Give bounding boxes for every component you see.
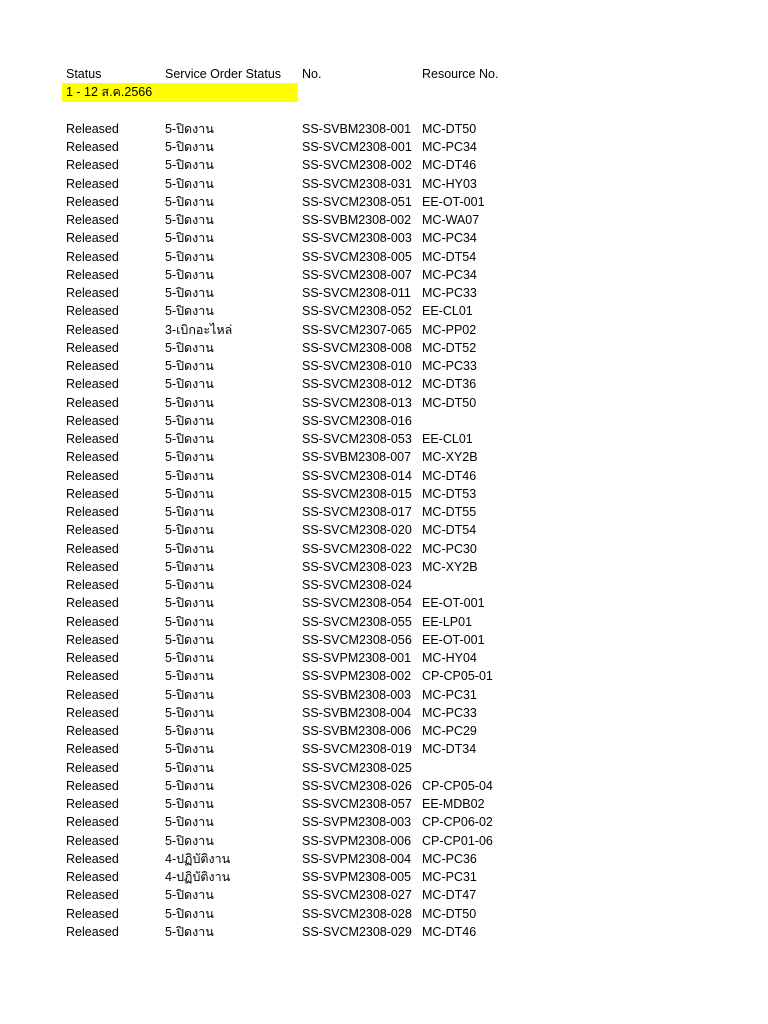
service-order-status-cell[interactable]: 5-ปิดงาน bbox=[165, 176, 214, 191]
resource-no-cell[interactable]: EE-CL01 bbox=[422, 304, 473, 319]
order-no-cell[interactable]: SS-SVBM2308-002 bbox=[302, 213, 412, 227]
resource-no-cell[interactable]: MC-PC31 bbox=[422, 687, 477, 702]
status-cell[interactable]: Released bbox=[66, 596, 119, 611]
status-cell[interactable]: Released bbox=[66, 541, 119, 556]
status-cell[interactable]: Released bbox=[66, 742, 119, 757]
resource-no-cell[interactable]: MC-DT52 bbox=[422, 340, 477, 355]
service-order-status-cell[interactable]: 5-ปิดงาน bbox=[165, 231, 214, 246]
status-cell[interactable]: Released bbox=[66, 797, 119, 811]
service-order-status-cell[interactable]: 5-ปิดงาน bbox=[165, 559, 214, 574]
resource-no-cell[interactable]: MC-DT55 bbox=[422, 505, 477, 519]
status-cell[interactable]: Released bbox=[66, 194, 119, 209]
order-no-cell[interactable]: SS-SVCM2308-024 bbox=[302, 578, 412, 592]
service-order-status-cell[interactable]: 5-ปิดงาน bbox=[165, 213, 214, 227]
header-no[interactable]: No. bbox=[302, 67, 322, 81]
service-order-status-cell[interactable]: 5-ปิดงาน bbox=[165, 140, 214, 154]
status-cell[interactable]: Released bbox=[66, 213, 119, 227]
resource-no-cell[interactable]: MC-PC36 bbox=[422, 851, 477, 866]
header-service-order-status[interactable]: Service Order Status bbox=[165, 67, 282, 81]
resource-no-cell[interactable]: MC-DT50 bbox=[422, 395, 477, 410]
resource-no-cell[interactable]: EE-OT-001 bbox=[422, 632, 485, 647]
resource-no-cell[interactable]: MC-DT50 bbox=[422, 906, 477, 921]
status-cell[interactable]: Released bbox=[66, 760, 119, 775]
status-cell[interactable]: Released bbox=[66, 450, 119, 465]
status-cell[interactable]: Released bbox=[66, 158, 119, 173]
service-order-status-cell[interactable]: 5-ปิดงาน bbox=[165, 651, 214, 665]
order-no-cell[interactable]: SS-SVCM2308-051 bbox=[302, 194, 412, 209]
service-order-status-cell[interactable]: 5-ปิดงาน bbox=[165, 669, 214, 684]
status-cell[interactable]: Released bbox=[66, 286, 119, 300]
status-cell[interactable]: Released bbox=[66, 176, 119, 191]
resource-no-cell[interactable]: MC-PC34 bbox=[422, 267, 477, 282]
resource-no-cell[interactable]: MC-DT50 bbox=[422, 121, 477, 136]
resource-no-cell[interactable]: MC-PC31 bbox=[422, 870, 477, 884]
status-cell[interactable]: Released bbox=[66, 906, 119, 921]
order-no-cell[interactable]: SS-SVPM2308-001 bbox=[302, 651, 412, 665]
status-cell[interactable]: Released bbox=[66, 833, 119, 848]
resource-no-cell[interactable]: MC-DT46 bbox=[422, 158, 477, 173]
order-no-cell[interactable]: SS-SVCM2308-056 bbox=[302, 632, 412, 647]
order-no-cell[interactable]: SS-SVPM2308-002 bbox=[302, 669, 412, 684]
status-cell[interactable]: Released bbox=[66, 340, 119, 355]
resource-no-cell[interactable]: MC-PC30 bbox=[422, 541, 477, 556]
status-cell[interactable]: Released bbox=[66, 505, 119, 519]
service-order-status-cell[interactable]: 5-ปิดงาน bbox=[165, 523, 214, 538]
service-order-status-cell[interactable]: 5-ปิดงาน bbox=[165, 486, 214, 501]
status-cell[interactable]: Released bbox=[66, 249, 119, 264]
resource-no-cell[interactable]: MC-DT47 bbox=[422, 888, 477, 903]
order-no-cell[interactable]: SS-SVCM2308-011 bbox=[302, 286, 411, 300]
resource-no-cell[interactable]: MC-DT54 bbox=[422, 249, 477, 264]
service-order-status-cell[interactable]: 5-ปิดงาน bbox=[165, 413, 214, 428]
service-order-status-cell[interactable]: 5-ปิดงาน bbox=[165, 724, 214, 738]
order-no-cell[interactable]: SS-SVCM2308-008 bbox=[302, 340, 412, 355]
order-no-cell[interactable]: SS-SVBM2308-004 bbox=[302, 705, 412, 720]
status-cell[interactable]: Released bbox=[66, 815, 119, 830]
status-cell[interactable]: Released bbox=[66, 651, 119, 665]
order-no-cell[interactable]: SS-SVCM2308-020 bbox=[302, 523, 412, 538]
order-no-cell[interactable]: SS-SVPM2308-005 bbox=[302, 870, 412, 884]
resource-no-cell[interactable]: MC-PP02 bbox=[422, 322, 477, 337]
order-no-cell[interactable]: SS-SVCM2308-003 bbox=[302, 231, 412, 246]
order-no-cell[interactable]: SS-SVCM2308-007 bbox=[302, 267, 412, 282]
service-order-status-cell[interactable]: 4-ปฏิบัติงาน bbox=[165, 870, 231, 884]
resource-no-cell[interactable]: MC-HY04 bbox=[422, 651, 477, 665]
resource-no-cell[interactable]: MC-XY2B bbox=[422, 450, 478, 465]
status-cell[interactable]: Released bbox=[66, 924, 119, 939]
status-cell[interactable]: Released bbox=[66, 705, 119, 720]
status-cell[interactable]: Released bbox=[66, 724, 119, 738]
resource-no-cell[interactable]: MC-HY03 bbox=[422, 176, 477, 191]
resource-no-cell[interactable]: MC-PC33 bbox=[422, 359, 477, 373]
order-no-cell[interactable]: SS-SVCM2308-028 bbox=[302, 906, 412, 921]
service-order-status-cell[interactable]: 3-เบิกอะไหล่ bbox=[165, 322, 233, 337]
order-no-cell[interactable]: SS-SVCM2308-017 bbox=[302, 505, 412, 519]
resource-no-cell[interactable]: EE-LP01 bbox=[422, 614, 473, 629]
resource-no-cell[interactable]: MC-PC34 bbox=[422, 140, 477, 154]
service-order-status-cell[interactable]: 5-ปิดงาน bbox=[165, 359, 214, 373]
status-cell[interactable]: Released bbox=[66, 121, 119, 136]
resource-no-cell[interactable]: MC-DT36 bbox=[422, 377, 477, 392]
resource-no-cell[interactable]: MC-PC33 bbox=[422, 705, 477, 720]
order-no-cell[interactable]: SS-SVCM2308-054 bbox=[302, 596, 412, 611]
resource-no-cell[interactable]: MC-PC33 bbox=[422, 286, 477, 300]
service-order-status-cell[interactable]: 5-ปิดงาน bbox=[165, 304, 214, 319]
status-cell[interactable]: Released bbox=[66, 578, 119, 592]
order-no-cell[interactable]: SS-SVCM2308-013 bbox=[302, 395, 412, 410]
status-cell[interactable]: Released bbox=[66, 322, 119, 337]
service-order-status-cell[interactable]: 5-ปิดงาน bbox=[165, 760, 214, 775]
order-no-cell[interactable]: SS-SVCM2308-001 bbox=[302, 140, 412, 154]
service-order-status-cell[interactable]: 5-ปิดงาน bbox=[165, 578, 214, 592]
resource-no-cell[interactable]: CP-CP06-02 bbox=[422, 815, 493, 830]
service-order-status-cell[interactable]: 5-ปิดงาน bbox=[165, 596, 214, 611]
header-status[interactable]: Status bbox=[66, 67, 102, 81]
service-order-status-cell[interactable]: 5-ปิดงาน bbox=[165, 432, 214, 446]
order-no-cell[interactable]: SS-SVCM2308-016 bbox=[302, 413, 412, 428]
order-no-cell[interactable]: SS-SVCM2308-023 bbox=[302, 559, 412, 574]
order-no-cell[interactable]: SS-SVPM2308-004 bbox=[302, 851, 412, 866]
service-order-status-cell[interactable]: 5-ปิดงาน bbox=[165, 158, 214, 173]
resource-no-cell[interactable]: MC-DT34 bbox=[422, 742, 477, 757]
order-no-cell[interactable]: SS-SVCM2308-027 bbox=[302, 888, 412, 903]
order-no-cell[interactable]: SS-SVBM2308-007 bbox=[302, 450, 412, 465]
resource-no-cell[interactable]: MC-DT53 bbox=[422, 486, 477, 501]
order-no-cell[interactable]: SS-SVBM2308-006 bbox=[302, 724, 412, 738]
header-resource-no[interactable]: Resource No. bbox=[422, 67, 499, 81]
status-cell[interactable]: Released bbox=[66, 413, 119, 428]
service-order-status-cell[interactable]: 5-ปิดงาน bbox=[165, 541, 214, 556]
order-no-cell[interactable]: SS-SVCM2308-026 bbox=[302, 778, 412, 793]
service-order-status-cell[interactable]: 5-ปิดงาน bbox=[165, 505, 214, 519]
service-order-status-cell[interactable]: 5-ปิดงาน bbox=[165, 395, 214, 410]
service-order-status-cell[interactable]: 5-ปิดงาน bbox=[165, 286, 214, 300]
order-no-cell[interactable]: SS-SVCM2308-015 bbox=[302, 486, 412, 501]
status-cell[interactable]: Released bbox=[66, 468, 119, 483]
status-cell[interactable]: Released bbox=[66, 523, 119, 538]
order-no-cell[interactable]: SS-SVCM2308-002 bbox=[302, 158, 412, 173]
order-no-cell[interactable]: SS-SVCM2308-052 bbox=[302, 304, 412, 319]
resource-no-cell[interactable]: EE-OT-001 bbox=[422, 596, 485, 611]
service-order-status-cell[interactable]: 5-ปิดงาน bbox=[165, 267, 214, 282]
resource-no-cell[interactable]: EE-CL01 bbox=[422, 432, 473, 446]
service-order-status-cell[interactable]: 5-ปิดงาน bbox=[165, 340, 214, 355]
service-order-status-cell[interactable]: 5-ปิดงาน bbox=[165, 906, 214, 921]
order-no-cell[interactable]: SS-SVBM2308-001 bbox=[302, 121, 412, 136]
order-no-cell[interactable]: SS-SVCM2308-005 bbox=[302, 249, 412, 264]
service-order-status-cell[interactable]: 5-ปิดงาน bbox=[165, 924, 214, 939]
service-order-status-cell[interactable]: 5-ปิดงาน bbox=[165, 194, 214, 209]
service-order-status-cell[interactable]: 5-ปิดงาน bbox=[165, 468, 214, 483]
service-order-status-cell[interactable]: 5-ปิดงาน bbox=[165, 705, 214, 720]
status-cell[interactable]: Released bbox=[66, 614, 119, 629]
status-cell[interactable]: Released bbox=[66, 486, 119, 501]
order-no-cell[interactable]: SS-SVCM2308-031 bbox=[302, 176, 412, 191]
resource-no-cell[interactable]: CP-CP05-04 bbox=[422, 778, 493, 793]
service-order-status-cell[interactable]: 5-ปิดงาน bbox=[165, 377, 214, 392]
status-cell[interactable]: Released bbox=[66, 377, 119, 392]
service-order-status-cell[interactable]: 5-ปิดงาน bbox=[165, 815, 214, 830]
service-order-status-cell[interactable]: 4-ปฏิบัติงาน bbox=[165, 851, 231, 866]
resource-no-cell[interactable]: MC-WA07 bbox=[422, 213, 480, 227]
service-order-status-cell[interactable]: 5-ปิดงาน bbox=[165, 833, 214, 848]
order-no-cell[interactable]: SS-SVCM2308-025 bbox=[302, 760, 412, 775]
order-no-cell[interactable]: SS-SVCM2308-010 bbox=[302, 359, 412, 373]
order-no-cell[interactable]: SS-SVCM2308-014 bbox=[302, 468, 412, 483]
order-no-cell[interactable]: SS-SVPM2308-003 bbox=[302, 815, 412, 830]
period-label[interactable]: 1 - 12 ส.ค.2566 bbox=[62, 83, 298, 101]
status-cell[interactable]: Released bbox=[66, 559, 119, 574]
resource-no-cell[interactable]: EE-MDB02 bbox=[422, 797, 485, 811]
service-order-status-cell[interactable]: 5-ปิดงาน bbox=[165, 249, 214, 264]
order-no-cell[interactable]: SS-SVCM2308-019 bbox=[302, 742, 412, 757]
status-cell[interactable]: Released bbox=[66, 888, 119, 903]
status-cell[interactable]: Released bbox=[66, 669, 119, 684]
order-no-cell[interactable]: SS-SVCM2308-057 bbox=[302, 797, 412, 811]
service-order-status-cell[interactable]: 5-ปิดงาน bbox=[165, 778, 214, 793]
order-no-cell[interactable]: SS-SVBM2308-003 bbox=[302, 687, 412, 702]
status-cell[interactable]: Released bbox=[66, 778, 119, 793]
status-cell[interactable]: Released bbox=[66, 432, 119, 446]
status-cell[interactable]: Released bbox=[66, 687, 119, 702]
status-cell[interactable]: Released bbox=[66, 140, 119, 154]
status-cell[interactable]: Released bbox=[66, 231, 119, 246]
status-cell[interactable]: Released bbox=[66, 359, 119, 373]
service-order-status-cell[interactable]: 5-ปิดงาน bbox=[165, 888, 214, 903]
order-no-cell[interactable]: SS-SVCM2308-022 bbox=[302, 541, 412, 556]
order-no-cell[interactable]: SS-SVPM2308-006 bbox=[302, 833, 412, 848]
status-cell[interactable]: Released bbox=[66, 632, 119, 647]
status-cell[interactable]: Released bbox=[66, 395, 119, 410]
status-cell[interactable]: Released bbox=[66, 267, 119, 282]
resource-no-cell[interactable]: MC-DT54 bbox=[422, 523, 477, 538]
order-no-cell[interactable]: SS-SVCM2308-029 bbox=[302, 924, 412, 939]
resource-no-cell[interactable]: MC-XY2B bbox=[422, 559, 478, 574]
service-order-status-cell[interactable]: 5-ปิดงาน bbox=[165, 797, 214, 811]
resource-no-cell[interactable]: MC-PC29 bbox=[422, 724, 477, 738]
status-cell[interactable]: Released bbox=[66, 851, 119, 866]
order-no-cell[interactable]: SS-SVCM2307-065 bbox=[302, 322, 412, 337]
service-order-status-cell[interactable]: 5-ปิดงาน bbox=[165, 121, 214, 136]
status-cell[interactable]: Released bbox=[66, 304, 119, 319]
service-order-status-cell[interactable]: 5-ปิดงาน bbox=[165, 687, 214, 702]
resource-no-cell[interactable]: MC-PC34 bbox=[422, 231, 477, 246]
resource-no-cell[interactable]: CP-CP05-01 bbox=[422, 669, 493, 684]
resource-no-cell[interactable]: CP-CP01-06 bbox=[422, 833, 493, 848]
resource-no-cell[interactable]: MC-DT46 bbox=[422, 468, 477, 483]
status-cell[interactable]: Released bbox=[66, 870, 119, 884]
order-no-cell[interactable]: SS-SVCM2308-055 bbox=[302, 614, 412, 629]
resource-no-cell[interactable]: EE-OT-001 bbox=[422, 194, 485, 209]
order-no-cell[interactable]: SS-SVCM2308-053 bbox=[302, 432, 412, 446]
order-no-cell[interactable]: SS-SVCM2308-012 bbox=[302, 377, 412, 392]
service-order-status-cell[interactable]: 5-ปิดงาน bbox=[165, 450, 214, 465]
service-order-status-cell[interactable]: 5-ปิดงาน bbox=[165, 614, 214, 629]
resource-no-cell[interactable]: MC-DT46 bbox=[422, 924, 477, 939]
service-order-status-cell[interactable]: 5-ปิดงาน bbox=[165, 632, 214, 647]
service-order-status-cell[interactable]: 5-ปิดงาน bbox=[165, 742, 214, 757]
